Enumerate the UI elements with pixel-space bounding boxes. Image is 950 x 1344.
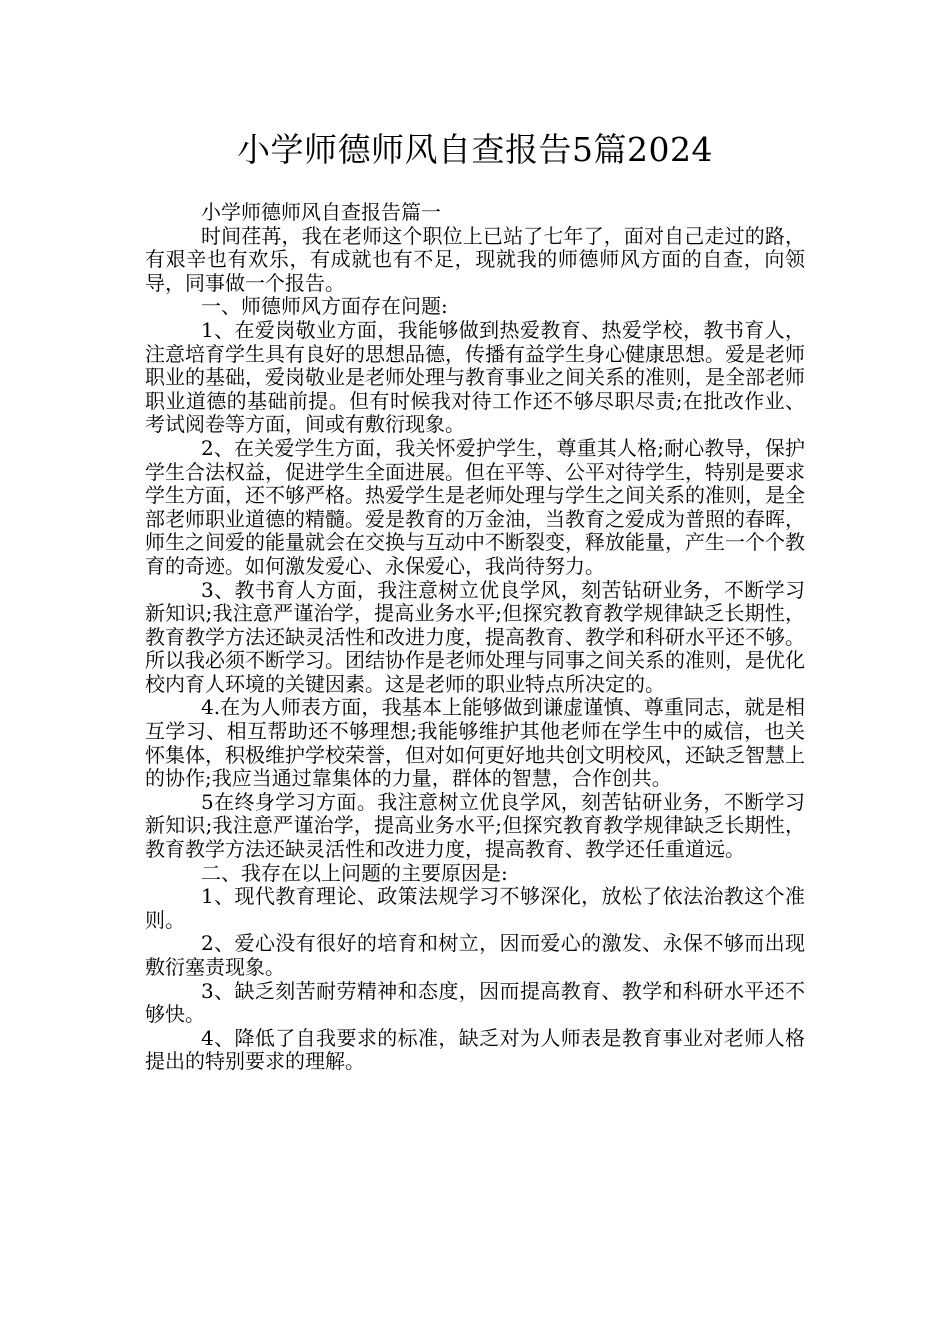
section-heading: 二、我存在以上问题的主要原因是:	[201, 860, 508, 885]
body-paragraph: 4.在为人师表方面，我基本上能够做到谦虚谨慎、尊重同志，就是相互学习、相互帮助还不够理想;我能够维护其他老师在学生中的威信，也关怀集体，积极维护学校荣誉，但对如何更好地共创文明校风，还缺乏智慧上的协作;我应当通过靠集体的力量，群体的智慧，合作创共。	[145, 695, 805, 791]
document-title: 小学师德师风自查报告5篇2024	[237, 130, 713, 169]
document-body	[145, 201, 805, 1074]
body-paragraph: 4、降低了自我要求的标准，缺乏对为人师表是教育事业对老师人格提出的特别要求的理解。	[145, 1025, 805, 1074]
section-heading: 一、师德师风方面存在问题:	[201, 294, 448, 319]
body-paragraph: 5在终身学习方面。我注意树立优良学风，刻苦钻研业务，不断学习新知识;我注意严谨治学，提高业务水平;但探究教育教学规律缺乏长期性，教育教学方法还缺灵活性和改进力度，提高教育、教学还任重道远。	[145, 789, 805, 862]
body-paragraph: 1、现代教育理论、政策法规学习不够深化，放松了依法治教这个准则。	[145, 884, 805, 932]
section-heading: 小学师德师风自查报告篇一	[201, 200, 441, 224]
body-paragraph: 2、在关爱学生方面，我关怀爱护学生，尊重其人格;耐心教导，保护学生合法权益，促进学生全面进展。但在平等、公平对待学生，特别是要求学生方面，还不够严格。热爱学生是老师处理与学生之间关系的准则，是全部老师职业道德的精髓。爱是教育的万金油，当教育之爱成为普照的春晖，师生之间爱的能量就会在交换与互动中不断裂变，释放能量，产生一个个教育的奇迹。如何激发爱心、永保爱心，我尚待努力。	[145, 435, 805, 578]
body-paragraph: 时间荏苒，我在老师这个职位上已站了七年了，面对自己走过的路，有艰辛也有欢乐，有成就也有不足，现就我的师德师风方面的自查，向领导，同事做一个报告。	[145, 223, 805, 295]
body-paragraph: 1、在爱岗敬业方面，我能够做到热爱教育、热爱学校，教书育人，注意培育学生具有良好的思想品德，传播有益学生身心健康思想。爱是老师职业的基础，爱岗敬业是老师处理与教育事业之间关系的准则，是全部老师职业道德的基础前提。但有时候我对待工作还不够尽职尽责;在批改作业、考试阅卷等方面，间或有敷衍现象。	[145, 317, 805, 437]
body-paragraph: 3、缺乏刻苦耐劳精神和态度，因而提高教育、教学和科研水平还不够快。	[145, 978, 805, 1027]
body-paragraph: 2、爱心没有很好的培育和树立，因而爱心的激发、永保不够而出现敷衍塞责现象。	[145, 931, 805, 979]
body-paragraph: 3、教书育人方面，我注意树立优良学风，刻苦钻研业务，不断学习新知识;我注意严谨治学，提高业务水平;但探究教育教学规律缺乏长期性，教育教学方法还缺灵活性和改进力度，提高教育、教学和科研水平还不够。所以我必须不断学习。团结协作是老师处理与同事之间关系的准则，是优化校内育人环境的关键因素。这是老师的职业特点所决定的。	[145, 577, 805, 696]
